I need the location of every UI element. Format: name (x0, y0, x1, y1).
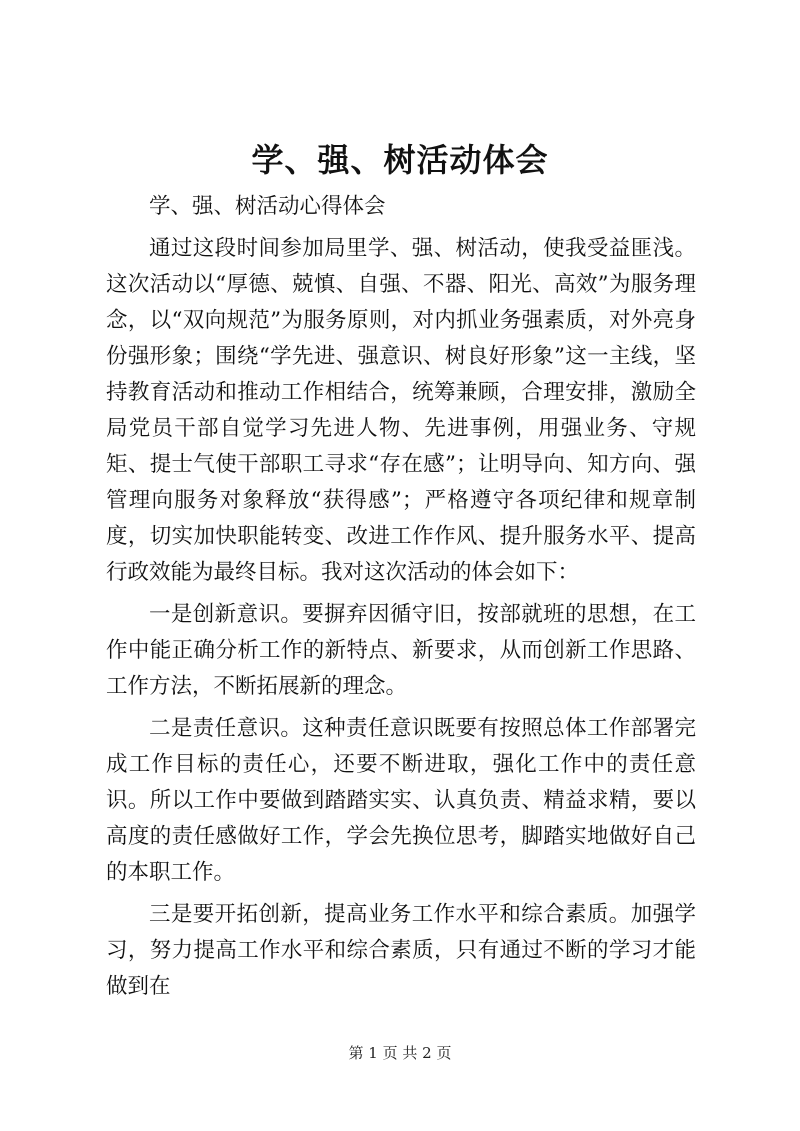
body-paragraph-pioneering: 三是要开拓创新，提高业务工作水平和综合素质。加强学习，努力提高工作水平和综合素质，只有通过不断的学习才能做到在 (106, 902, 696, 999)
document-title: 学、强、树活动体会 (251, 141, 549, 179)
subtitle-paragraph: 学、强、树活动心得体会 (149, 194, 386, 219)
document-body (106, 189, 696, 1005)
body-paragraph-intro: 通过这段时间参加局里学、强、树活动，使我受益匪浅。这次活动以“厚德、兢慎、自强、不器、阳光、高效”为服务理念，以“双向规范”为服务原则，对内抓业务强素质，对外亮身份强形象；围绕“学先进、强意识、树良好形象”这一主线，坚持教育活动和推动工作相结合，统筹兼顾，合理安排，激励全局党员干部自觉学习先进人物、先进事例，用强业务、守规矩、提士气使干部职工寻求“存在感”；让明导向、知方向、强管理向服务对象释放“获得感”；严格遵守各项纪律和规章制度，切实加快职能转变、改进工作作风、提升服务水平、提高行政效能为最终目标。我对这次活动的体会如下： (106, 236, 696, 585)
body-paragraph-innovation: 一是创新意识。要摒弃因循守旧，按部就班的思想，在工作中能正确分析工作的新特点、新要求，从而创新工作思路、工作方法，不断拓展新的理念。 (106, 602, 696, 699)
page-number-footer: 第 1 页 共 2 页 (348, 1044, 452, 1062)
body-paragraph-responsibility: 二是责任意识。这种责任意识既要有按照总体工作部署完成工作目标的责任心，还要不断进取，强化工作中的责任意识。所以工作中要做到踏踏实实、认真负责、精益求精，要以高度的责任感做好工作，学会先换位思考，脚踏实地做好自己的本职工作。 (106, 716, 696, 885)
